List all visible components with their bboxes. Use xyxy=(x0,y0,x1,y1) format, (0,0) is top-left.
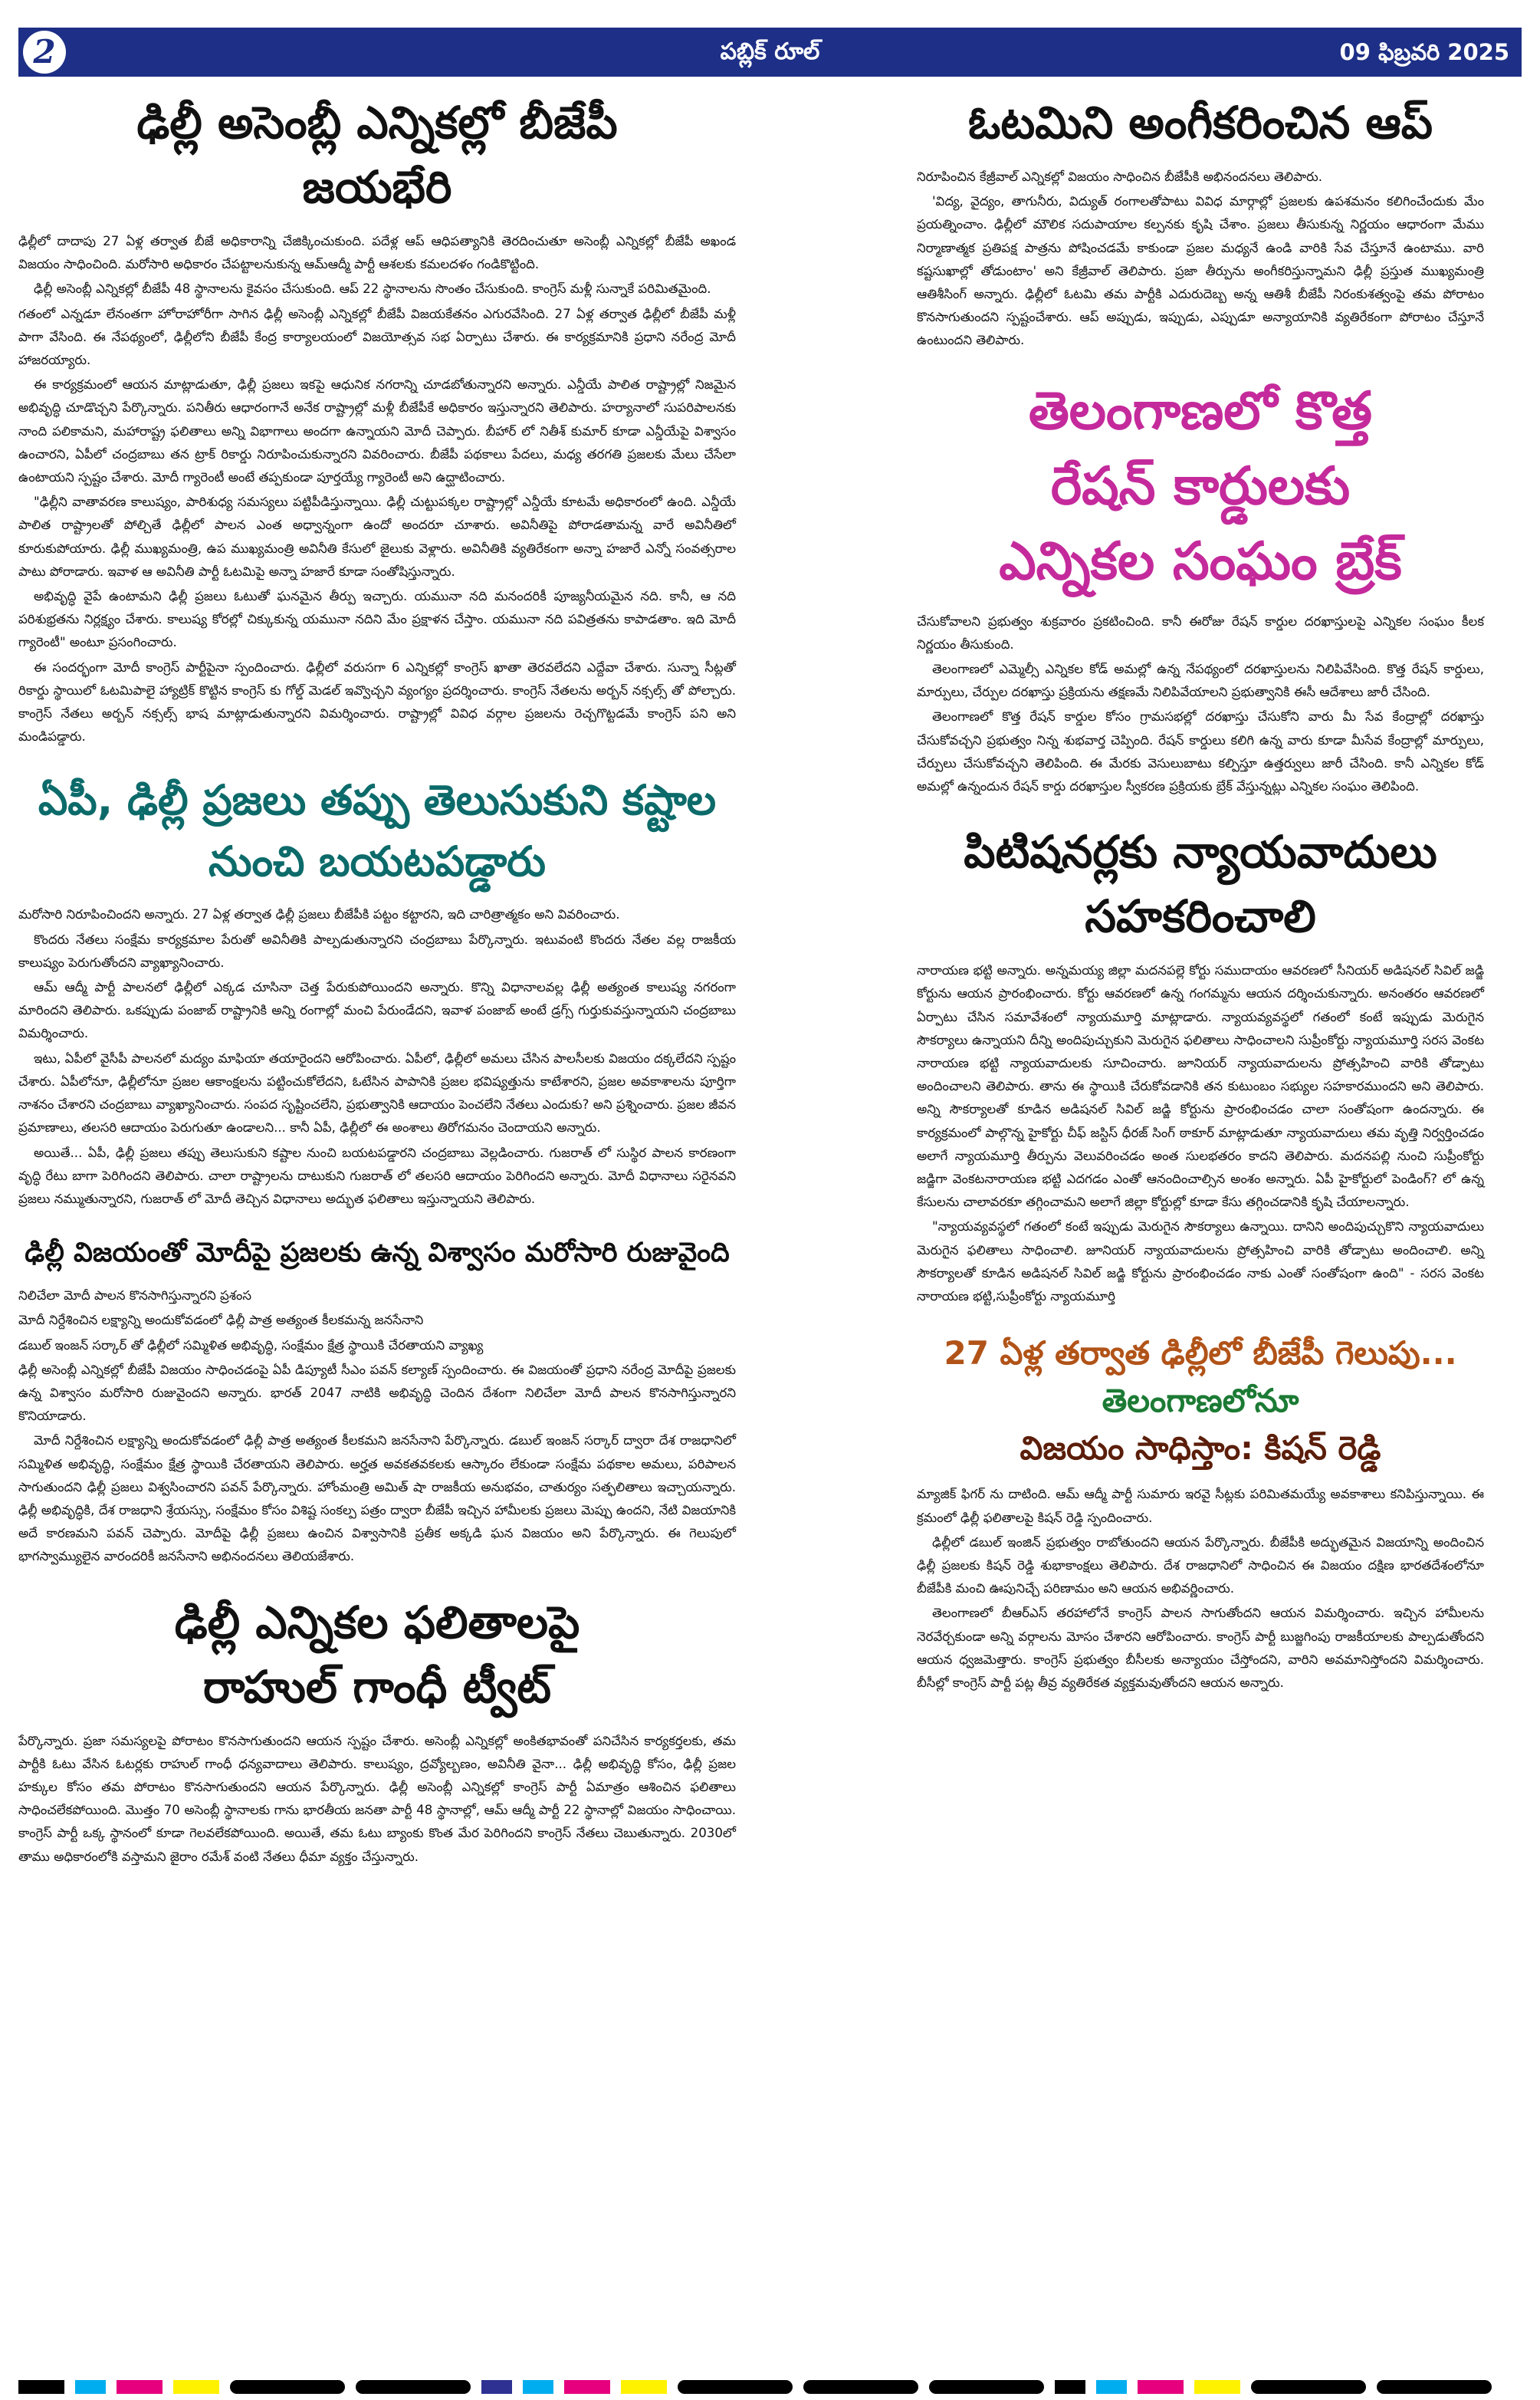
article-kishan-reddy xyxy=(917,1330,1484,1695)
paragraph: తెలంగాణలో ఎమ్మెల్సీ ఎన్నికల కోడ్ అమల్లో ఉన్న నేపథ్యంలో దరఖాస్తులను నిలిపివేసింది. కొత్త రేషన్ కార్డులు, మార్పులు, చేర్పుల దరఖాస్తు ప్రక్రియను తక్షణమే నిలిపివేయాలని ప్రభుత్వానికి ఈసీ ఆదేశాలు జారీ చేసింది. xyxy=(917,662,1484,700)
article-lawyers xyxy=(917,820,1484,1308)
color-swatch xyxy=(1194,2380,1240,2394)
article-headline: ఓటమిని అంగీకరించిన ఆప్ xyxy=(967,97,1433,149)
color-swatch xyxy=(1251,2380,1366,2394)
summary-line: నిలిచేలా మోదీ పాలన కొనసాగిస్తున్నారని ప్రశంస xyxy=(18,1288,252,1304)
article-headline: ఢిల్లీ విజయంతో మోదీపై ప్రజలకు ఉన్న విశ్వాసం మరోసారి రుజువైంది xyxy=(25,1238,730,1269)
paragraph: చేసుకోవాలని ప్రభుత్వం శుక్రవారం ప్రకటించింది. కానీ ఈరోజు రేషన్ కార్డుల దరఖాస్తులపై ఎన్నికల సంఘం కీలక నిర్ణయం తీసుకుంది. xyxy=(917,613,1484,652)
article-headline: తెలంగాణలో కొత్త xyxy=(1028,380,1373,442)
paragraph: ఇటు, ఏపీలో వైసీపీ పాలనలో మద్యం మాఫియా తయారైందని ఆరోపించారు. ఏపీలో, ఢిల్లీలో అమలు చేసిన పాలసీలకు విజయం దక్కలేదని స్పష్టం చేశారు. ఏపీలోనూ, ఢిల్లీలోనూ ప్రజల ఆకాంక్షలను పట్టించుకోలేదని, ఓటేసిన పాపానికి ప్రజల భవిష్యత్తును కాటేశారని, ప్రజల అవకాశాలను పూర్తిగా నాశనం చేశారని చంద్రబాబు వ్యాఖ్యానించారు. సంపద సృష్టించలేని, ప్రభుత్వానికి ఆదాయం పెంచలేని నేతలు ఎందుకు? అని ప్రశ్నించారు. ప్రజల జీవన ప్రమాణాలు, తలసరి ఆదాయం పెరుగుతూ ఉండాలని... కానీ ఏపీ, ఢిల్లీలో ఈ అంశాలు తిరోగమనం చెందాయని అన్నారు. xyxy=(18,1050,736,1136)
article-headline-line2: తెలంగాణలోనూ xyxy=(1102,1382,1299,1420)
paragraph: మోదీ నిర్దేశించిన లక్ష్యాన్ని అందుకోవడంలో ఢిల్లీ పాత్ర అత్యంత కీలకమని జనసేనాని పేర్కొన్నారు. డబుల్ ఇంజన్ సర్కార్ ద్వారా దేశ రాజధానిలో సమ్మిళిత అభివృద్ధి, సంక్షేమం క్షేత్ర స్థాయికి చేరతాయని తెలిపారు. అర్హత అవకతవకలకు ఆస్కారం లేకుండా సంక్షేమ పథకాల అమలు, పరిపాలన సాగుతుందని ఢిల్లీ ప్రజలు విశ్వసించారని పవన్ పేర్కొన్నారు. హోంమంత్రి అమిత్ షా రాజకీయ అనుభవం, చాతుర్యం సత్ఫలితాలు ఇచ్చాయన్నారు. ఢిల్లీ అభివృద్ధికి, దేశ రాజధాని శ్రేయస్సు, సంక్షేమం కోసం విశిష్ట సంకల్ప పత్రం ద్వారా బీజేపీ ఇచ్చిన హామీలకు ప్రజలు మెప్పు ఉందని, నేటి విజయానికి అదే కారణమని పవన్ చెప్పారు. మోదీపై ఢిల్లీ ప్రజలు ఉంచిన విశ్వాసానికి ప్రతీక అక్కడి ఘన విజయం అని పేర్కొన్నారు. ఈ గెలుపులో భాగస్వామ్యులైన వారందరికీ జనసేనాని అభినందనలు తెలియజేశారు. xyxy=(18,1433,736,1564)
article-bjp-victory xyxy=(18,90,736,748)
color-swatch xyxy=(678,2380,793,2394)
article-body xyxy=(917,959,1484,1308)
paragraph: నారాయణ భట్టి అన్నారు. అన్నమయ్య జిల్లా మదనపల్లె కోర్టు సముదాయం ఆవరణలో సీనియర్ అడిషనల్ సివిల్ జడ్జి కోర్టును ఆయన ప్రారంభించారు. కోర్టు ఆవరణలో ఉన్న గంగమ్మను ఆయన దర్శించుకున్నారు. అనంతరం ఆవరణలో ఏర్పాటు చేసిన సమావేశంలో న్యాయమూర్తి మాట్లాడారు. న్యాయవ్యవస్థలో గతంలో కంటే ఇప్పుడు మెరుగైన సౌకర్యాలు ఉన్నాయని దీన్ని అందిపుచ్చుకుని మెరుగైన ఫలితాలు సాధించాలని సుప్రీంకోర్టు న్యాయమూర్తి సరస వెంకట నారాయణ భట్టి న్యాయవాదులకు సూచించారు. జూనియర్ న్యాయవాదులను ప్రోత్సహించి వారికి తోడ్పాటు అందించాలని తెలిపారు. తాను ఈ స్థాయికి చేరుకోవడానికి తన కుటుంబం సభ్యుల సహకారముందని అని తెలిపారు. అన్ని సౌకర్యాలతో కూడిన అడిషనల్ సివిల్ జడ్జి కోర్టును ప్రారంభించడం చాలా సంతోషంగా ఉందన్నారు. ఈ కార్యక్రమంలో పాల్గొన్న హైకోర్టు చీఫ్ జస్టిస్ ధీరజ్ సింగ్ ఠాకూర్ మాట్లాడుతూ న్యాయవాదులు తమ వృత్తి నిర్వర్తించడం అలాగే న్యాయమూర్తి తీర్పును వెలువరించడం అంత సులభతరం కాదని తెలిపారు. మదనపల్లి నుంచి సుప్రీంకోర్టు జడ్జిగా వెంకటనారాయణ భట్టి ఎదగడం ఎంతో ఆనందించాల్సిన అంశం అన్నారు. ఏపీ హైకోర్టులో పెండింగ్? లో ఉన్న కేసులను చాలావరకూ తగ్గించామని అలాగే జిల్లా కోర్టుల్లో కూడా కేసు తగ్గించడానికి కృషి చేయాలన్నారు. xyxy=(917,963,1484,1210)
color-swatch xyxy=(1096,2380,1127,2394)
paragraph: 'విద్య, వైద్యం, తాగునీరు, విద్యుత్ రంగాలతోపాటు వివిధ మార్గాల్లో ప్రజలకు ఉపశమనం కలిగించేందుకు మేం ప్రయత్నించాం. ఢిల్లీలో మౌలిక సదుపాయాల కల్పనకు కృషి చేశాం. ప్రజలు తీసుకున్న నిర్ణయం ఆధారంగా మేము నిర్మాణాత్మక ప్రతిపక్ష పాత్రను పోషించడమే కాకుండా ప్రజల మధ్యనే ఉండి వారికి సేవ చేస్తూనే ఉంటాము. వారి కష్టసుఖాల్లో తోడుంటాం' అని కేజ్రీవాల్ తెలిపారు. ప్రజా తీర్పును అంగీకరిస్తున్నామని ఢిల్లీ ప్రస్తుత ముఖ్యమంత్రి ఆతిశీసింగ్ అన్నారు. ఢిల్లీలో ఓటమి తమ పార్టీకి ఎదురుదెబ్బ అన్న ఆతిశీ బీజేపీ నిరంకుశత్వంపై తమ పోరాటం కొనసాగుతుందని స్పష్టంచేశారు. ఆప్ అప్పుడు, ఇప్పుడు, ఎప్పుడూ అన్యాయానికి వ్యతిరేకంగా పోరాటం చేస్తూనే ఉంటుందని తెలిపారు. xyxy=(917,194,1484,348)
article-headline: ఢిల్లీ ఎన్నికల ఫలితాలపై xyxy=(174,1596,580,1649)
summary-line: డబుల్ ఇంజన్ సర్కార్ తో ఢిల్లీలో సమ్మిళిత అభివృద్ధి, సంక్షేమం క్షేత్ర స్థాయికి చేరతాయని వ్యాఖ్య xyxy=(18,1337,484,1353)
article-headline: ఏపీ, ఢిల్లీ ప్రజలు తప్పు తెలుసుకుని కష్టాల xyxy=(38,776,717,825)
article-headline-line3: విజయం సాధిస్తాం: కిషన్ రెడ్డి xyxy=(1020,1429,1381,1468)
article-headline: 27 ఏళ్ల తర్వాత ఢిల్లీలో బీజేపీ గెలుపు... xyxy=(944,1334,1457,1373)
color-swatch xyxy=(481,2380,512,2394)
paragraph: ఈ సందర్భంగా మోదీ కాంగ్రెస్ పార్టీపైనా స్పందించారు. ఢిల్లీలో వరుసగా 6 ఎన్నికల్లో కాంగ్రెస్ ఖాతా తెరవలేదని ఎద్దేవా చేశారు. సున్నా సీట్లతో రికార్డు స్థాయిలో ఓటమిపాలై హ్యాట్రిక్ కొట్టిన కాంగ్రెస్ కు గోల్డ్ మెడల్ ఇవ్వొచ్చని వ్యంగ్యం ప్రదర్శించారు. కాంగ్రెస్ నేతలను అర్బన్ నక్సల్స్ తో పోల్చారు. కాంగ్రెస్ నేతలు అర్బన్ నక్సల్స్ భాష మాట్లాడుతున్నారని విమర్శించారు. రాష్ట్రాల్లో వివిధ వర్గాల ప్రజలను రెచ్చగొట్టడమే కాంగ్రెస్ పని అని మండిపడ్డారు. xyxy=(18,659,736,745)
paragraph: ఢిల్లీలో డబుల్ ఇంజిన్ ప్రభుత్వం రాబోతుందని ఆయన పేర్కొన్నారు. బీజేపీకి అద్భుతమైన విజయాన్ని అందించిన ఢిల్లీ ప్రజలకు కిషన్ రెడ్డి శుభాకాంక్షలు తెలిపారు. దేశ రాజధానిలో సాధించిన ఈ విజయం దక్షిణ భారతదేశంలోనూ బీజేపీకి మంచి ఊపునిచ్చే పరిణామం అని ఆయన అభివర్ణించారు. xyxy=(917,1534,1484,1596)
color-swatch xyxy=(1138,2380,1184,2394)
article-headline-line2: నుంచి బయటపడ్డారు xyxy=(209,837,546,886)
article-ration-cards xyxy=(917,374,1484,799)
article-body xyxy=(917,166,1484,353)
left-column xyxy=(18,90,736,2368)
article-body xyxy=(18,903,736,1211)
paragraph: "న్యాయవ్యవస్థలో గతంలో కంటే ఇప్పుడు మెరుగైన సౌకర్యాలు ఉన్నాయి. దానిని అందిపుచ్చుకొని న్యాయవాదులు మెరుగైన ఫలితాలు సాధించాలి. జూనియర్ న్యాయవాదులను ప్రోత్సహించి వారికి తోడ్పాటు అందించాలి. అన్ని సౌకర్యాలతో కూడిన అడిషనల్ సివిల్ జడ్జి కోర్టును ప్రారంభించడం నాకు ఎంతో సంతోషంగా ఉంది" - సరస వెంకట నారాయణ భట్టి,సుప్రీంకోర్టు న్యాయమూర్తి xyxy=(917,1219,1484,1304)
color-swatch xyxy=(1377,2380,1492,2394)
color-swatch xyxy=(929,2380,1044,2394)
article-body xyxy=(18,1284,736,1568)
page-number-badge: 2 xyxy=(23,31,66,74)
article-ap-delhi-people xyxy=(18,770,736,1211)
article-headline-line2: రేషన్ కార్డులకు xyxy=(1050,455,1351,517)
article-headline: ఢిల్లీ అసెంబ్లీ ఎన్నికల్లో బీజేపీ xyxy=(136,97,618,149)
article-body xyxy=(917,1483,1484,1695)
article-rahul-tweet xyxy=(18,1590,736,1869)
article-headline-line3: ఎన్నికల సంఘం బ్రేక్ xyxy=(999,531,1402,592)
paragraph: ఢిల్లీ అసెంబ్లీ ఎన్నికల్లో బీజేపీ 48 స్థానాలను కైవసం చేసుకుంది. ఆప్ 22 స్థానాలను సొంతం చేసుకుంది. కాంగ్రెస్ మళ్లీ సున్నాకే పరిమితమైంది. xyxy=(34,281,711,297)
paragraph: ఆమ్ ఆద్మీ పార్టీ పాలనలో ఢిల్లీలో ఎక్కడ చూసినా చెత్త పేరుకుపోయిందని అన్నారు. కొన్ని విధానాలవల్ల ఢిల్లీ అత్యంత కాలుష్య నగరంగా మారిందని తెలిపారు. ఒకప్పుడు పంజాబ్ రాష్ట్రానికి అన్ని రంగాల్లో మంచి పేరుండేదని, ఇవాళ పంజాబ్ అంటే డ్రగ్స్ గుర్తుకువస్తున్నాయని చంద్రబాబు విమర్శించారు. xyxy=(18,980,736,1041)
paragraph: కొందరు నేతలు సంక్షేమ కార్యక్రమాల పేరుతో అవినీతికి పాల్పడుతున్నారని చంద్రబాబు పేర్కొన్నారు. ఇటువంటి కొందరు నేతల వల్ల రాజకీయ కాలుష్యం పెరుగుతోందని వ్యాఖ్యానించారు. xyxy=(18,932,736,970)
article-headline-line2: రాహుల్ గాంధీ ట్వీట్ xyxy=(202,1660,552,1713)
color-swatch xyxy=(18,2380,64,2394)
paragraph: తెలంగాణలో బీఆర్ఎస్ తరహాలోనే కాంగ్రెస్ పాలన సాగుతోందని ఆయన విమర్శించారు. ఇచ్చిన హామీలను నెరవేర్చకుండా అన్ని వర్గాలను మోసం చేశారని ఆరోపించారు. కాంగ్రెస్ పార్టీ బుజ్జగింపు రాజకీయాలకు పాల్పడుతోందని ఆయన ధ్వజమెత్తారు. కాంగ్రెస్ ప్రభుత్వం బీసీలకు అన్యాయం చేస్తోందని, వారిని అవమానిస్తోందని విమర్శించారు. బీసీల్లో కాంగ్రెస్ పార్టీ పట్ల తీవ్ర వ్యతిరేకత వ్యక్తమవుతోందని ఆయన అన్నారు. xyxy=(917,1606,1484,1690)
paragraph: ఢిల్లీలో దాదాపు 27 ఏళ్ల తర్వాత బీజే అధికారాన్ని చేజిక్కించుకుంది. పదేళ్ల ఆప్ ఆధిపత్యానికి తెరదించుతూ అసెంబ్లీ ఎన్నికల్లో బీజేపీ అఖండ విజయం సాధించింది. మరోసారి అధికారం చేపట్టాలనుకున్న ఆమ్‌ఆద్మీ పార్టీ ఆశలకు కమలదళం గండికొట్టింది. xyxy=(18,234,736,272)
color-swatch xyxy=(1055,2380,1085,2394)
color-swatch xyxy=(75,2380,106,2394)
print-registration-bar xyxy=(18,2380,1522,2394)
page-header xyxy=(18,28,1522,77)
paragraph: తెలంగాణలో కొత్త రేషన్ కార్డుల కోసం గ్రామసభల్లో దరఖాస్తు చేసుకోని వారు మీ సేవ కేంద్రాల్లో దరఖాస్తు చేసుకోవచ్చని ప్రభుత్వం నిన్న శుభవార్త చెప్పింది. రేషన్ కార్డులు కలిగి ఉన్న వారు కూడా మీసేవ కేంద్రాల్లో మార్పులు, చేర్పులు చేసుకోవచ్చని తెలిపింది. ఈ మేరకు వెసులుబాటు కల్పిస్తూ ఉత్తర్వులు జారీ చేసింది. కానీ ఎన్నికల కోడ్ అమల్లో ఉన్నందున రేషన్ కార్డు దరఖాస్తుల స్వీకరణ ప్రక్రియకు బ్రేక్ వేస్తున్నట్లు ఎన్నికల సంఘం తెలిపింది. xyxy=(917,709,1484,794)
article-body xyxy=(917,610,1484,799)
paragraph: మ్యాజిక్ ఫిగర్ ను దాటింది. ఆమ్ ఆద్మీ పార్టీ సుమారు ఇరవై సీట్లకు పరిమితమయ్యే అవకాశాలు కనిపిస్తున్నాయి. ఈ క్రమంలో ఢిల్లీ ఫలితాలపై కిషన్ రెడ్డి స్పందించారు. xyxy=(917,1487,1484,1525)
paragraph: అభివృద్ధి వైపే ఉంటామని ఢిల్లీ ప్రజలు ఓటుతో ఘనమైన తీర్పు ఇచ్చారు. యమునా నది మనందరికీ పూజ్యనీయమైన నది. కానీ, ఆ నది పరిశుభ్రతను నిర్లక్ష్యం చేశారు. కాలుష్య కోరల్లో చిక్కుకున్న యమునా నదిని మేం ప్రక్షాళన చేస్తాం. యమునా నది పవిత్రతను కాపాడతాం. ఇది మోదీ గ్యారెంటీ" అంటూ ప్రసంగించారు. xyxy=(18,589,736,650)
summary-line: మోదీ నిర్దేశించిన లక్ష్యాన్ని అందుకోవడంలో ఢిల్లీ పాత్ర అత్యంత కీలకమన్న జనసేనాని xyxy=(18,1313,424,1328)
color-swatch xyxy=(621,2380,667,2394)
color-swatch xyxy=(117,2380,163,2394)
paragraph: "ఢిల్లీని వాతావరణ కాలుష్యం, పారిశుధ్య సమస్యలు పట్టిపీడిస్తున్నాయి. ఢిల్లీ చుట్టుపక్కల రాష్ట్రాల్లో ఎన్డీయే కూటమే అధికారంలో ఉంది. ఎన్డీయే పాలిత రాష్ట్రాలతో పోల్చితే ఢిల్లీలో పాలన ఎంత అధ్వాన్నంగా ఉందో అందరూ చూశారు. అవినీతిపై పోరాడతామన్న వారే అవినీతిలో కూరుకుపోయారు. ఢిల్లీ ముఖ్యమంత్రి, ఉప ముఖ్యమంత్రి అవినీతి కేసులో జైలుకు వెళ్లారు. అవినీతికి వ్యతిరేకంగా అన్నా హజారే ఎన్నో సంవత్సరాల పాటు పోరాడారు. ఇవాళ ఆ అవినీతి పార్టీ ఓటమిపై అన్నా హజారే కూడా సంతోషిస్తున్నారు. xyxy=(18,495,736,579)
paragraph: నిరూపించిన కేజ్రీవాల్ ఎన్నికల్లో విజయం సాధించిన బీజేపీకి అభినందనలు తెలిపారు. xyxy=(917,169,1323,184)
article-body xyxy=(18,1730,736,1869)
color-swatch xyxy=(356,2380,471,2394)
right-column xyxy=(917,90,1484,2368)
article-headline: పిటిషనర్లకు న్యాయవాదులు xyxy=(964,826,1437,879)
color-swatch xyxy=(803,2380,918,2394)
paragraph: పేర్కొన్నారు. ప్రజా సమస్యలపై పోరాటం కొనసాగుతుందని ఆయన స్పష్టం చేశారు. అసెంబ్లీ ఎన్నికల్లో అంకితభావంతో పనిచేసిన కార్యకర్తలకు, తమ పార్టీకి ఓటు వేసిన ఓటర్లకు రాహుల్ గాంధీ ధన్యవాదాలు తెలిపారు. కాలుష్యం, ద్రవ్యోల్బణం, అవినీతి వైనా... ఢిల్లీ అభివృద్ధి కోసం, ఢిల్లీ ప్రజల హక్కుల కోసం తమ పోరాటం కొనసాగుతుందని ఆయన పేర్కొన్నారు. ఢిల్లీ అసెంబ్లీ ఎన్నికల్లో కాంగ్రెస్ పార్టీ ఏమాత్రం ఆశించిన ఫలితాలు సాధించలేకపోయింది. మొత్తం 70 అసెంబ్లీ స్థానాలకు గాను భారతీయ జనతా పార్టీ 48 స్థానాల్లో, ఆమ్ ఆద్మీ పార్టీ 22 స్థానాల్లో విజయం సాధించాయి. కాంగ్రెస్ పార్టీ ఒక్క స్థానంలో కూడా గెలవలేకపోయింది. అయితే, తమ ఓటు బ్యాంకు కొంత మేర పెరిగిందని కాంగ్రెస్ నేతలు చెబుతున్నారు. 2030లో తాము అధికారంలోకి వస్తామని జైరాం రమేశ్ వంటి నేతలు ధీమా వ్యక్తం చేస్తున్నారు. xyxy=(18,1733,736,1864)
issue-date: 09 ఫిబ్రవరి 2025 xyxy=(1339,39,1509,65)
paragraph: ఢిల్లీ అసెంబ్లీ ఎన్నికల్లో బీజేపీ విజయం సాధించడంపై ఏపీ డిప్యూటీ సీఎం పవన్ కల్యాణ్ స్పందించారు. ఈ విజయంతో ప్రధాని నరేంద్ర మోదీపై ప్రజలకు ఉన్న విశ్వాసం మరోసారి రుజువైందని అన్నారు. భారత్ 2047 నాటికి అభివృద్ధి చెందిన దేశంగా నిలిచేలా మోదీ పాలన కొనసాగిస్తున్నారని కొనియాడారు. xyxy=(18,1362,736,1424)
article-headline-line2: జయభేరి xyxy=(302,161,452,213)
color-swatch xyxy=(173,2380,219,2394)
paragraph: ఈ కార్యక్రమంలో ఆయన మాట్లాడుతూ, ఢిల్లీ ప్రజలు ఇకపై ఆధునిక నగరాన్ని చూడబోతున్నారని అన్నారు. ఎన్డీయే పాలిత రాష్ట్రాల్లో నిజమైన అభివృద్ధి చూడొచ్చని పేర్కొన్నారు. పనితీరు ఆధారంగానే అనేక రాష్ట్రాల్లో మళ్లీ బీజేపీకే అధికారం ఇస్తున్నారని తెలిపారు. హర్యానాలో సుపరిపాలనకు నాంది పలికామని, మహారాష్ట్ర ఫలితాలు అన్ని విభాగాలు అందగా ఉన్నాయని మోదీ చెప్పారు. బీహార్ లో నితీశ్ కుమార్ కూడా ఎన్డీయేపై విశ్వాసం ఉంచారని, ఏపీలో చంద్రబాబు తన ట్రాక్ రికార్డు నిరూపించుకున్నారని వివరించారు. బీజేపీ పథకాలు పేదలు, మధ్య తరగతి ప్రజలకు మేలు చేసేలా ఉంటాయని స్పష్టం చేశారు. మోదీ గ్యారెంటీ అంటే తప్పకుండా పూర్తయ్యే గ్యారెంటీ అని ఉద్ఘాటించారు. xyxy=(18,377,736,485)
article-pawan-kalyan xyxy=(18,1232,736,1568)
color-swatch xyxy=(523,2380,553,2394)
paragraph: మరోసారి నిరూపించిందని అన్నారు. 27 ఏళ్ల తర్వాత ఢిల్లీ ప్రజలు బీజేపీకి పట్టం కట్టారని, ఇది చారిత్రాత్మకం అని వివరించారు. xyxy=(18,907,620,922)
paragraph: గతంలో ఎన్నడూ లేనంతగా హోరాహోరీగా సాగిన ఢిల్లీ అసెంబ్లీ ఎన్నికల్లో బీజేపీ విజయకేతనం ఎగురవేసింది. 27 ఏళ్ల తర్వాత ఢిల్లీలో బీజేపీ మళ్లీ పాగా వేసింది. ఈ నేపథ్యంలో, ఢిల్లీలోని బీజేపీ కేంద్ర కార్యాలయంలో విజయోత్సవ సభ ఏర్పాటు చేశారు. ఈ కార్యక్రమానికి ప్రధాని నరేంద్ర మోదీ హాజరయ్యారు. xyxy=(18,306,736,368)
newspaper-name: పబ్లిక్ రూల్ xyxy=(720,38,820,65)
paragraph: అయితే... ఏపీ, ఢిల్లీ ప్రజలు తప్పు తెలుసుకుని కష్టాల నుంచి బయటపడ్డారని చంద్రబాబు వెల్లడించారు. గుజరాత్ లో సుస్థిర పాలన కారణంగా వృద్ధి రేటు బాగా పెరిగిందని తెలిపారు. చాలా రాష్ట్రాలను దాటుకుని గుజరాత్ లో తలసరి ఆదాయం పెరిగిందని అన్నారు. మోదీ విధానాలు సరైనవని ప్రజలు నమ్ముతున్నారని, గుజరాత్ లో మోదీ తెచ్చిన విధానాలు అద్భుత ఫలితాలు ఇస్తున్నాయని తెలిపారు. xyxy=(18,1145,737,1206)
color-swatch xyxy=(564,2380,610,2394)
article-headline-line2: సహకరించాలి xyxy=(1085,890,1316,943)
color-swatch xyxy=(230,2380,345,2394)
article-body xyxy=(18,230,736,748)
article-aap-accepts-defeat xyxy=(917,90,1484,353)
